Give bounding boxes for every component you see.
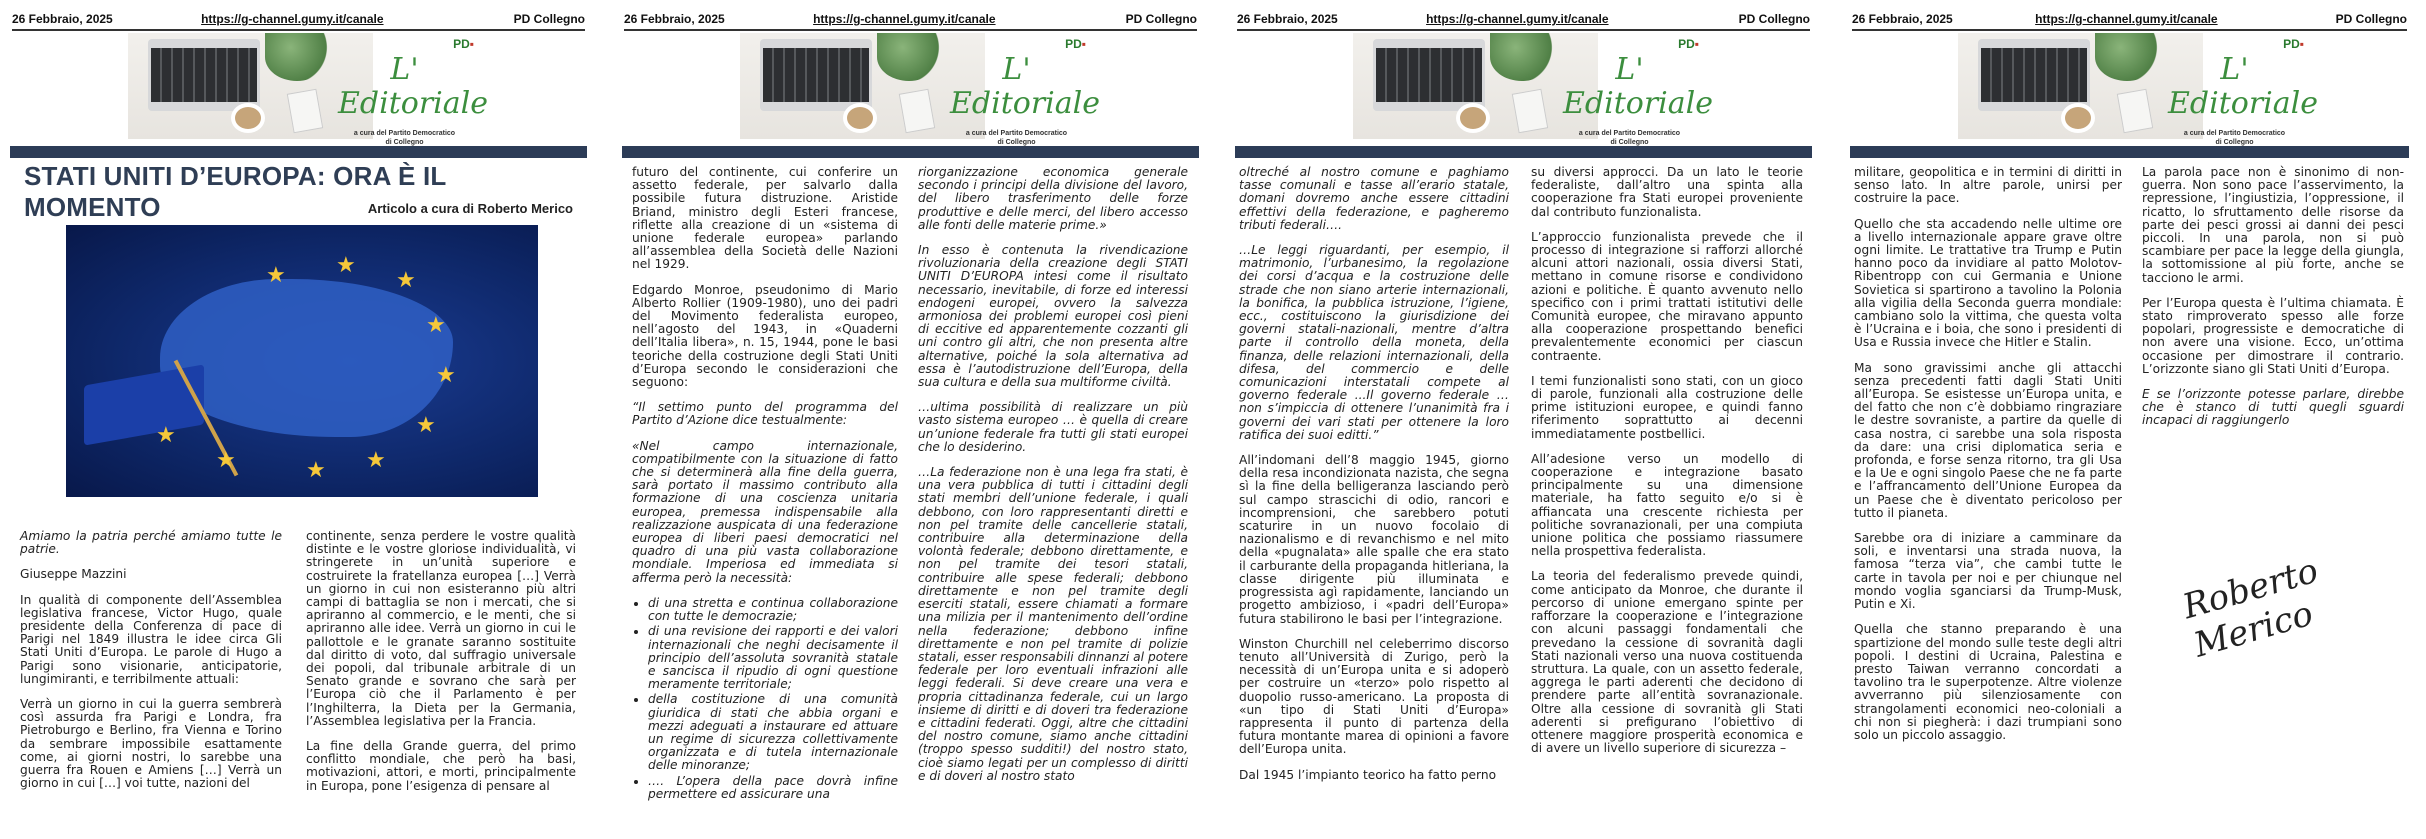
banner-subtitle: a cura del Partito Democratico di Collegno [965,130,1068,146]
paragraph: La parola pace non è sinonimo di non-guerra. Non sono pace l’asservimento, la repressione, l’ingiustizia, l’oppressione, il ricatto, lo sfruttamento delle risorse da parte dei pesci grossi ai danni dei pesci piccoli. In una parola, non si può scambiare per pace la legge della giungla, la sottomissione al più forte, anche se tacciono le armi. [2142,165,2404,285]
column-right [918,166,1188,836]
banner-title: L' Editoriale [338,52,488,121]
coffee-cup-image [843,103,877,133]
star-icon: ★ [156,423,176,448]
header-url[interactable]: https://g-channel.gumy.it/canale [2035,12,2218,26]
paragraph: oltreché al nostro comune e paghiamo tasse comunali e tasse all’erario statale, domani dovremo anche essere cittadini effettivi della federazione, e pagheremo tributi federali…. [1239,165,1509,232]
plant-image [877,33,941,81]
notepad-image [898,89,934,134]
page-header [12,12,585,26]
banner-subtitle: a cura del Partito Democratico di Collegno [353,130,456,146]
banner-title: L' Editoriale [1563,52,1713,121]
header-org: PD Collegno [2335,12,2407,26]
laptop-image [1978,39,2091,111]
header-date: 26 Febbraio, 2025 [1237,12,1338,26]
page-header [624,12,1197,26]
header-rule [12,29,585,31]
paragraph: Per l’Europa questa è l’ultima chiamata. È stato rimproverato spesso alle forze popolari, progressiste e democratiche di non avere una visione. Ecco, un’ottima occasione per dimostrare il contrario. L’orizzonte siano gli Stati Uniti d’Europa. [2142,295,2404,376]
column-left [632,166,898,836]
banner-subtitle: a cura del Partito Democratico di Collegno [2183,130,2286,146]
page-header [1237,12,1810,26]
header-rule [624,29,1197,31]
list-item: • di una stretta e continua collaborazione con tutte le democrazie; [648,597,898,623]
list-item: • di una revisione dei rapporti e dei valori internazionali che neghi decisamente il principio dell’assoluta sovranità statale e sancisca il ripudio di ogni questione meramente territoriale; [648,625,898,691]
list-item: • …. L’opera della pace dovrà infine permettere ed assicurare una [648,775,898,801]
title-band [622,146,1199,158]
paragraph: continente, senza perdere le vostre qualità distinte e le vostre gloriose individualità, vi stringerete in un’unità superiore e costruirete la fratellanza europea […] Verrà un giorno in cui non esisteranno più altri campi di battaglia se non i mercati, che si apriranno al commercio, e le menti, che si apriranno alle idee. Verrà un giorno in cui le pallottole e le granate saranno sostituite dal diritto di voto, dal suffragio universale dei popoli, dal tribunale arbitrale di un Senato grande e sovrano che sarà per l’Europa ciò che il Parlamento è per l’Inghilterra, la Dieta per la Germania, l’Assemblea legislativa per la Francia. [306,529,576,728]
paragraph: …ultima possibilità di realizzare un più vasto sistema europeo … è quella di creare un’unione federale fra tutti gli stati europei che lo desiderino. [918,400,1188,454]
paragraph: “Il settimo punto del programma del Partito d’Azione dice testualmente: [632,400,898,428]
page-header [1852,12,2407,26]
banner-subtitle: a cura del Partito Democratico di Collegno [1578,130,1681,146]
column-right [1531,166,1803,836]
plant-image [265,33,329,81]
banner-title: L' Editoriale [2168,52,2318,121]
header-url[interactable]: https://g-channel.gumy.it/canale [201,12,384,26]
banner-title-block [950,52,1100,147]
banner-title-block [1563,52,1713,147]
paragraph: In esso è contenuta la rivendicazione rivoluzionaria della creazione degli STATI UNITI D’EUROPA intesi come il risultato necessario, inevitabile, di forze ed interessi endogeni europei, ovvero la salvezza armoniosa dei problemi europei così pieni di eccitive ed apparentemente cozzanti gli uni contro gli altri, che non presenta altre alternative, poiché la sola alternativa ad essa è l’autodistruzione dell’Europa, della sua cultura e della sua multiforme civiltà. [918,243,1188,390]
editorial-banner [740,33,1100,146]
title-band [10,146,587,158]
notepad-image [286,89,322,134]
column-left [20,530,282,835]
paragraph: All’adesione verso un modello di cooperazione e integrazione basato principalmente su una dimensione materiale, ha fatto seguito e/o si è affiancata una crescente richiesta per politiche sovranazionali, per una compiuta unione politica che possiamo riassumere nella prospettiva federalista. [1531,451,1803,559]
paragraph: …Le leggi riguardanti, per esempio, il matrimonio, l’urbanesimo, la regolazione dei corsi d’acqua e la costruzione delle strade che non siano arterie internazionali, la bonifica, la pubblica istruzione, l’igiene, ecc., costituiscono la giurisdizione dei governi statali-nazionali, mentre d’altra parte il controllo della moneta, della finanza, delle relazioni internazionali, della difesa, del commercio e delle comunicazioni interstatali compete al governo federale ...Il governo federale … non s’impiccia di ottenere l’unanimità fra i governi dei vari stati per ottenere la loro ratifica dei suoi editti.” [1239,243,1509,442]
star-icon: ★ [216,448,236,473]
paragraph: Winston Churchill nel celeberrimo discorso tenuto all’Università di Zurigo, però la necessità di un’Europa unita e si adoperò per costruire un «terzo» polo rispetto al duopolio russo-americano. La proposta di «un tipo di Stati Uniti d’Europa» rappresenta il punto di partenza della futura montante marea di opinioni a favore dell’Europa unita. [1239,636,1509,757]
notepad-image [2116,89,2152,134]
star-icon: ★ [306,458,326,483]
header-org: PD Collegno [1738,12,1810,26]
star-icon: ★ [436,363,456,388]
desk-photo [1958,33,2203,139]
paragraph: E se l’orizzonte potesse parlare, direbbe che è stanco di tutti quegli sguardi incapaci di raggiungerlo [2142,387,2404,428]
paragraph: …La federazione non è una lega fra stati, è una vera pubblica di tutti i cittadini degli stati membri dell’unione federale, i quali debbono, con loro rappresentanti diretti e non pel tramite delle cancellerie statali, contribuire alla determinazione della volontà federale; debbono direttamente, e non pel tramite dei tesori statali, contribuire alle spese federali; debbono direttamente e non pel tramite degli eserciti statali, essere chiamati a formare una milizia per il mantenimento dell’ordine nella federazione; debbono infine direttamente e non pel tramite di polizie statali, esser responsabili dinnanzi al potere federale per loro eventuali infrazioni alle leggi federali. Si deve creare una vera e propria cittadinanza federale, cui un largo insieme di diritti e di doveri tra federazione e cittadini federati. Oggi, altre che cittadini del nostro comune, siamo anche cittadini (troppo spesso sudditi!) del nostro stato, cioè siamo legati per un complesso di diritti e di doveri al nostro stato [918,465,1188,783]
column-right [306,530,576,835]
author-signature: Roberto Merico [2178,550,2323,666]
paragraph: Edgardo Monroe, pseudonimo di Mario Alberto Rollier (1909-1980), uno dei padri del Movimento federalista europeo, nell’agosto del 1943, in «Quaderni dell’Italia libera», n. 15, 1944, pone le basi teoriche della costruzione degli Stati Uniti d’Europa secondo le considerazioni che seguono: [632,282,898,390]
article-byline: Articolo a cura di Roberto Merico [367,201,573,216]
paragraph: All’indomani dell’8 maggio 1945, giorno della resa incondizionata nazista, che segna sì la fine della belligeranza lasciando però sul campo strascichi di odio, rancori e incomprensioni, che sarebbero potuti scaturire in un nuovo focolaio di nazionalismo e di revanchismo e nel mito della «pugnalata» alle spalle che era stato il carburante della propaganda hitleriana, la classe dirigente più illuminata e progressista agì rapidamente, lanciando un progetto ambizioso, i «padri dell’Europa» futura stabilirono le basi per l’integrazione. [1239,453,1509,626]
editorial-banner [1353,33,1713,146]
header-rule [1237,29,1810,31]
coffee-cup-image [1456,103,1490,133]
banner-title-block [2168,52,2318,147]
article-headline: STATI UNITI D’EUROPA: ORA È IL MOMENTO [24,161,446,222]
star-icon: ★ [396,268,416,293]
coffee-cup-image [2061,103,2095,133]
paragraph: L’approccio funzionalista prevede che il processo di integrazione si rafforzi allorché alcuni attori nazionali, ossia diversi Stati, mettano in comune risorse e condividono azioni e politiche. È quanto avvenuto nello specifico con i primi trattati istitutivi delle Comunità europee, che miravano appunto alla cooperazione prospettando benefici prevalentemente economici per ciascun contraente. [1531,229,1803,363]
star-icon: ★ [266,263,286,288]
paragraph: Dal 1945 l’impianto teorico ha fatto perno [1239,767,1497,782]
paragraph: Verrà un giorno in cui la guerra sembrerà così assurda fra Parigi e Londra, fra Pietroburgo e Berlino, fra Vienna e Torino da sembrare impossibile esattamente come, ai giorni nostri, lo sarebbe una guerra fra Rouen e Amiens […] Verrà un giorno in cui […] voi tutte, nazioni del [20,697,282,791]
editorial-banner [1958,33,2318,146]
header-url[interactable]: https://g-channel.gumy.it/canale [813,12,996,26]
paragraph: La teoria del federalismo prevede quindi, come anticipato da Monroe, che durante il percorso di unione emergano spinte per rafforzare la cooperazione e l’integrazione con alcuni passaggi fondamentali che prevedano la cessione di sovranità dagli Stati nazionali verso una nuova costituenda struttura. La quale, con un assetto federale, aggrega le parti aderenti che decidono di prendere parte all’entità sovranazionale. Oltre alla cessione di sovranità gli Stati aderenti si prefigurano l’obiettivo di ottenere maggiore prosperità economica e di avere un livello superiore di sicurezza – [1531,569,1803,756]
notepad-image [1511,89,1547,134]
paragraph: I temi funzionalisti sono stati, con un gioco di parole, funzionali alla costruzione delle prime istituzioni europee, e quindi fanno riferimento soprattutto ai decenni immediatamente postbellici. [1531,373,1803,441]
title-band [1850,146,2409,158]
star-icon: ★ [426,313,446,338]
desk-photo [740,33,985,139]
paragraph: futuro del continente, cui conferire un assetto federale, per salvarlo dalla possibile futura distruzione. Aristide Briand, ministro degli Esteri francese, riflette alla creazione di un «sistema di unione federale europea» parlando all’assemblea della Società delle Nazioni nel 1929. [632,165,898,272]
banner-title: L' Editoriale [950,52,1100,121]
paragraph: Quello che sta accadendo nelle ultime ore a livello internazionale appare grave oltre ogni limite. Le trattative tra Trump e Putin hanno poco da invidiare al patto Molotov-Ribentropp con cui Germania e Unione Sovietica si spartirono a tavolino la Polonia alla vigilia della Seconda guerra mondiale: cambiano solo la vittima, che questa volta è l’Ucraina e i boia, che sono i presidenti di Usa e Russia invece che Hitler e Stalin. [1854,216,2122,350]
paragraph: La fine della Grande guerra, del primo conflitto mondiale, che però ha basi, motivazioni, attori, e morti, principalmente in Europa, pone l’esigenza di pensare al [306,739,576,793]
paragraph: su diversi approcci. Da un lato le teorie federaliste, dall’altro una spinta alla cooperazione fra Stati europei proveniente dal contributo funzionalista. [1531,165,1803,219]
laptop-image [760,39,873,111]
header-date: 26 Febbraio, 2025 [624,12,725,26]
list-item: • della costituzione di una comunità giuridica di stati che abbia organi e mezzi adeguati a instaurare ed attuare un regime di sicurezza collettivamente organizzata e di tutela internazionale delle minoranze; [648,693,898,772]
paragraph: «Nel campo internazionale, compatibilmente con la situazione di fatto che si determinerà alla fine della guerra, sarà portato il massimo contributo alla formazione di una coscienza unitaria europea, premessa indispensabile alla realizzazione auspicata di una federazione europea di liberi paesi democratici nel quadro di una più vasta collaborazione mondiale. Imperiosa ed immediata si afferma però la necessità: [632,438,898,585]
paragraph: riorganizzazione economica generale secondo i principi della divisione del lavoro, del libero trasferimento delle forze produttive e delle merci, del libero accesso alle fonti delle materie prime.» [918,165,1188,232]
star-icon: ★ [416,413,436,438]
desk-photo [128,33,373,139]
header-rule [1852,29,2407,31]
laptop-image [148,39,261,111]
header-date: 26 Febbraio, 2025 [1852,12,1953,26]
page-2 [612,0,1209,839]
pd-logo-icon: PD▪ [2283,37,2304,51]
paragraph: Quella che stanno preparando è una spartizione del mondo sulle teste degli altri popoli. I destini di Ucraina, Palestina e presto Taiwan verranno concordati a tavolino tra le superpotenze. Altre violenze avverranno più silenziosamente con strangolamenti economici neo-coloniali a chi non si piegherà: i dazi trumpiani sono solo un piccolo assaggio. [1854,622,2122,742]
plant-image [2095,33,2159,81]
header-date: 26 Febbraio, 2025 [12,12,113,26]
paragraph: In qualità di componente dell’Assemblea legislativa francese, Victor Hugo, quale presidente della Conferenza di pace di Parigi nel 1849 illustra le idee circa Gli Stati Uniti d’Europa. Le parole di Hugo a Parigi sono visionarie, anticipatorie, lungimiranti, e terribilmente attuali: [20,592,282,686]
paragraph: Giuseppe Mazzini [20,567,127,582]
page-1 [0,0,597,839]
editorial-banner [128,33,488,146]
bullet-list [648,597,898,801]
pd-logo-icon: PD▪ [1678,37,1699,51]
desk-photo [1353,33,1598,139]
star-icon: ★ [336,253,356,278]
pd-logo-icon: PD▪ [453,37,474,51]
eu-map-image [66,225,538,497]
coffee-cup-image [231,103,265,133]
paragraph: militare, geopolitica e in termini di diritti in senso lato. In altre parole, unirsi per costruire la pace. [1854,165,2122,206]
laptop-image [1373,39,1486,111]
pd-logo-icon: PD▪ [1065,37,1086,51]
page-4 [1840,0,2419,839]
column-left [1239,166,1509,836]
header-org: PD Collegno [513,12,585,26]
column-right [2142,166,2404,526]
paragraph: Ma sono gravissimi anche gli attacchi senza precedenti fatti dagli Stati Uniti all’Europa. Se esistesse un’Europa unita, e del fatto che non c’è dobbiamo ringraziare le destre sovraniste, a partire da quelle di casa nostra, ci sarebbe una sola risposta da dare: una crisi diplomatica seria e profonda, e forse senza ritorno, tra gli Usa e la Ue e ogni singolo Paese che ne fa parte e l’affrancamento dell’Unione Europea da un Paese che è diventato pericoloso per tutto il pianeta. [1854,360,2122,520]
title-band [1235,146,1812,158]
star-icon: ★ [366,448,386,473]
paragraph: Sarebbe ora di iniziare a camminare da soli, e inventarsi una strada nuova, la famosa “terza via”, che cambi tutte le carte in tavola per noi e per chiunque nel mondo voglia sganciarsi da Trump-Musk, Putin e Xi. [1854,531,2122,612]
banner-title-block [338,52,488,147]
column-left [1854,166,2122,836]
paragraph: Amiamo la patria perché amiamo tutte le patrie. [20,529,282,557]
header-org: PD Collegno [1125,12,1197,26]
page-3 [1225,0,1822,839]
header-url[interactable]: https://g-channel.gumy.it/canale [1426,12,1609,26]
plant-image [1490,33,1554,81]
